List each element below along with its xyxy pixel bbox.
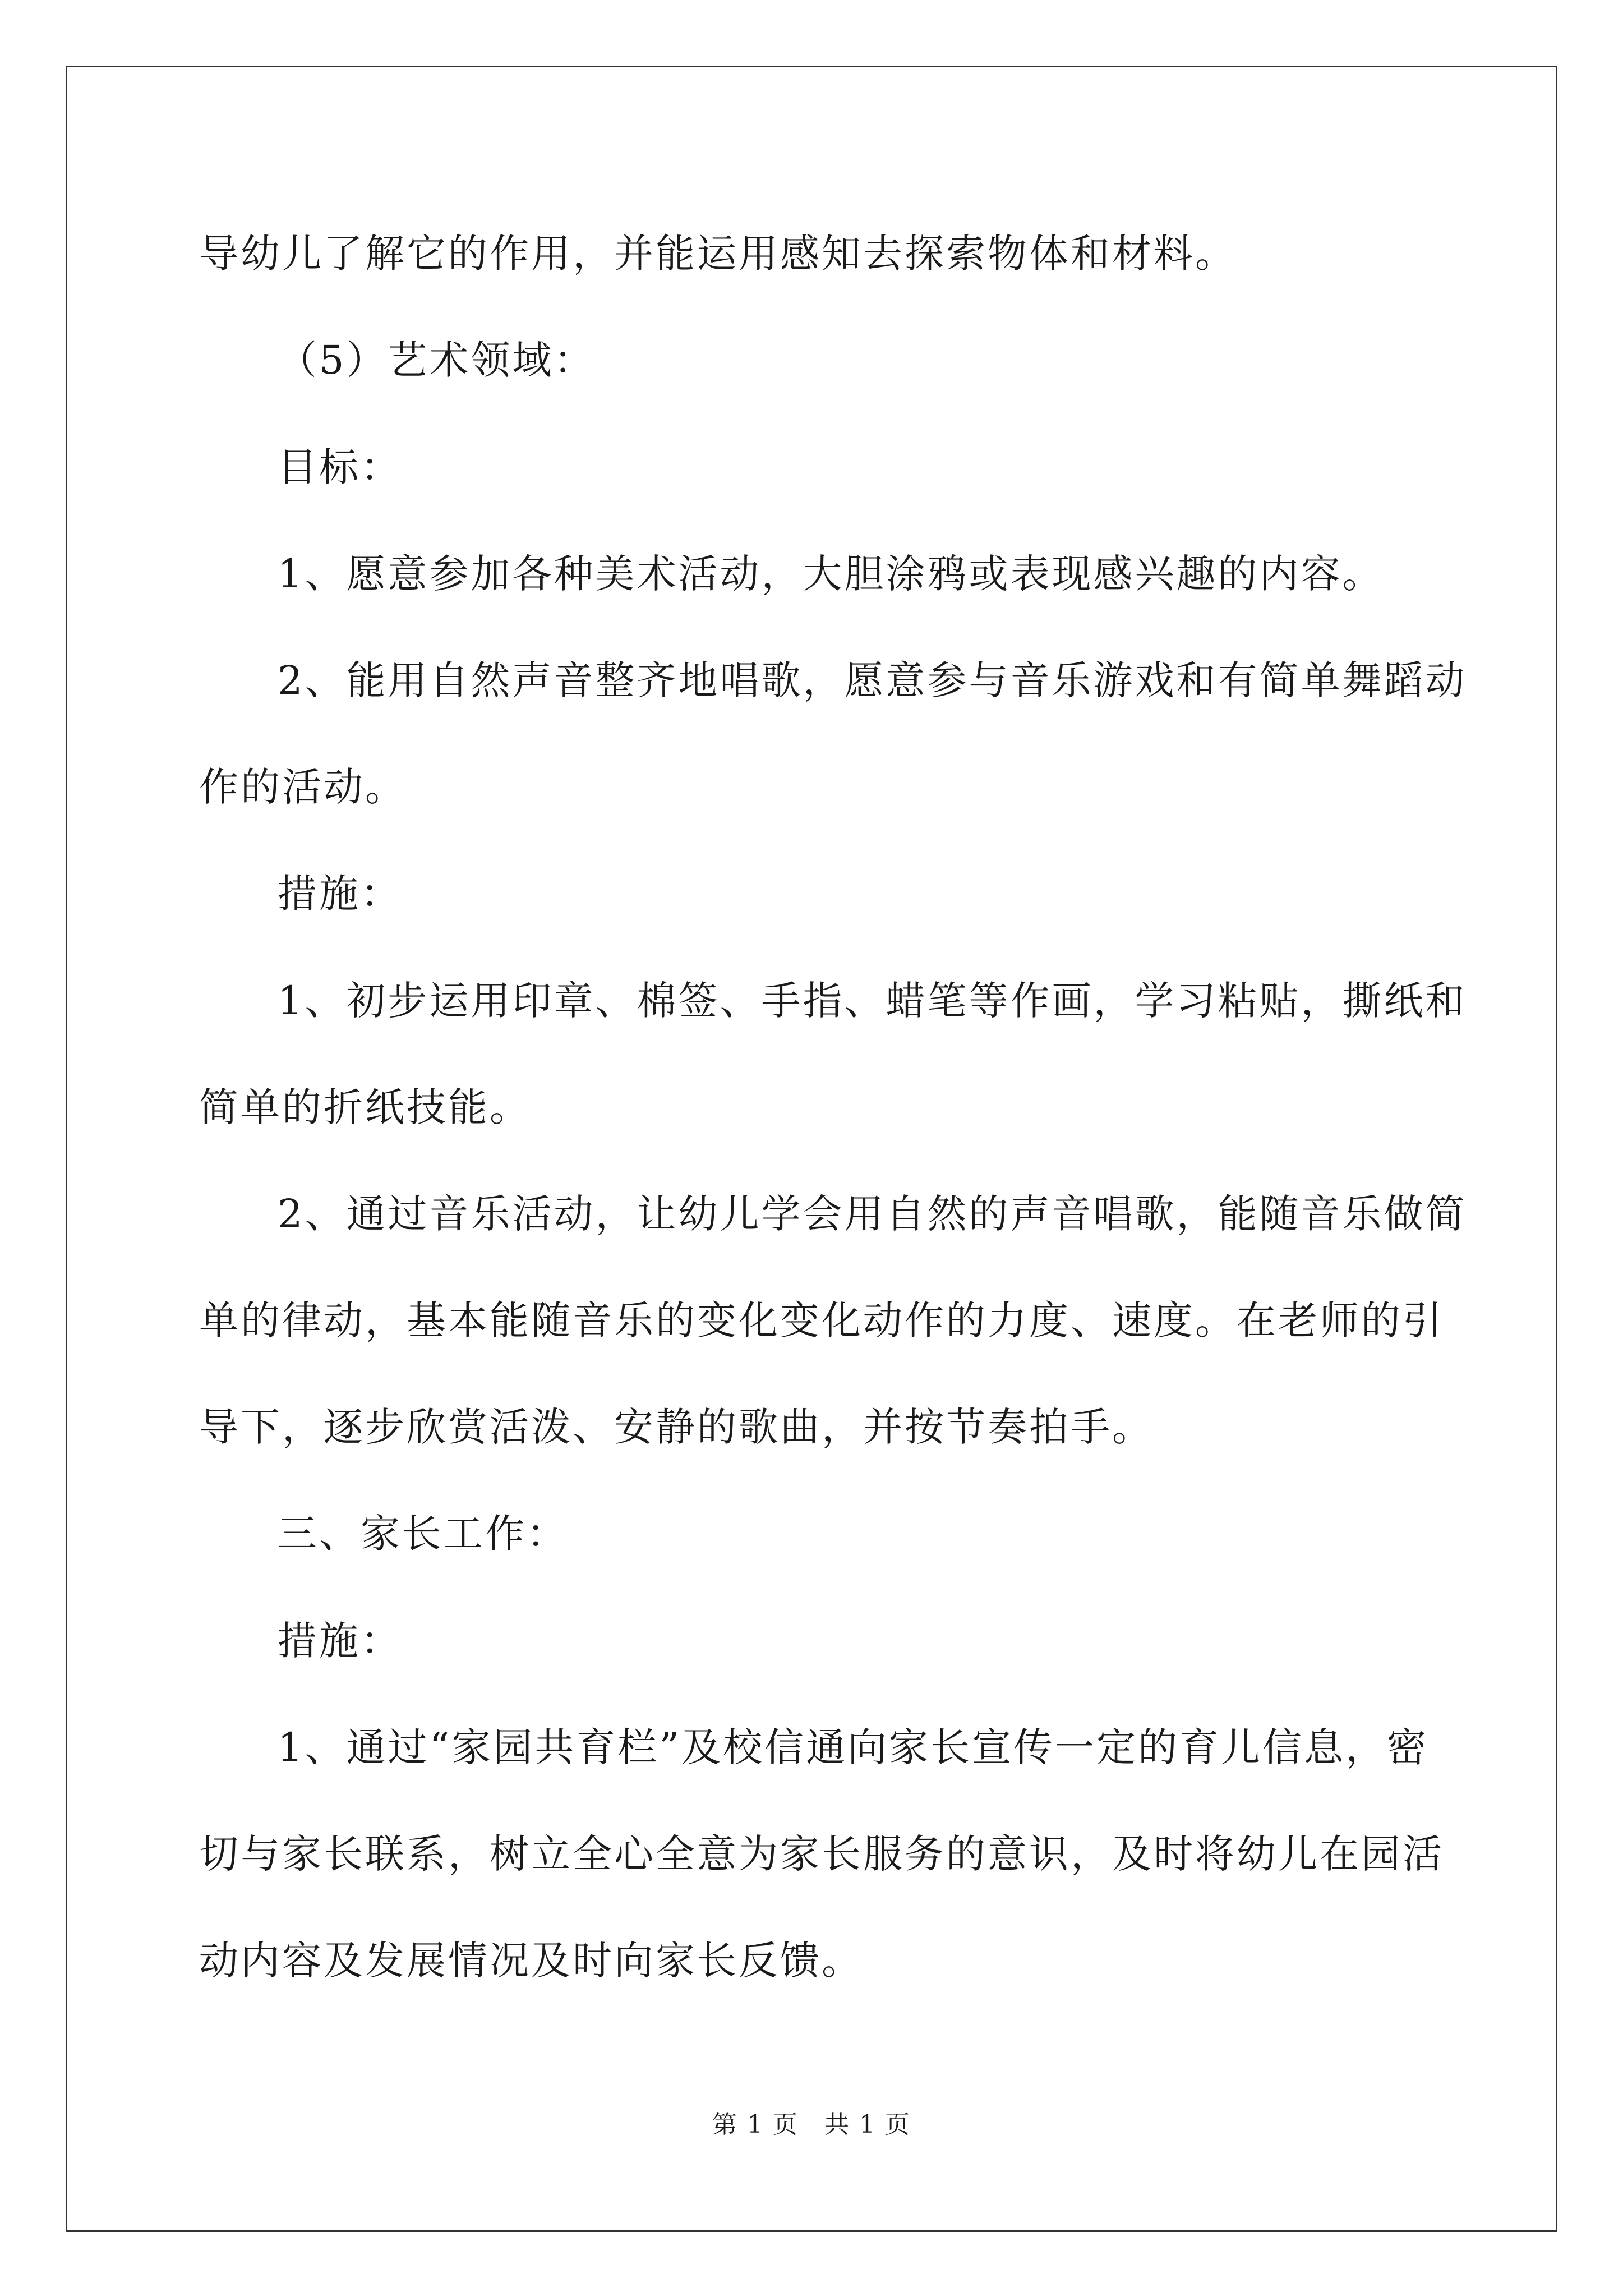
paragraph-line: 动内容及发展情况及时向家长反馈。 — [199, 1938, 863, 1984]
paragraph-line: 单的律动，基本能随音乐的变化变化动作的力度、速度。在老师的引 — [199, 1297, 1444, 1343]
subheading-measures: 措施： — [278, 871, 402, 917]
paragraph-line: 2、通过音乐活动，让幼儿学会用自然的声音唱歌，能随音乐做简 — [278, 1191, 1467, 1237]
paragraph-line: 导幼儿了解它的作用，并能运用感知去探索物体和材料。 — [199, 231, 1237, 277]
section-heading: 三、家长工作： — [278, 1511, 568, 1557]
subheading-measures: 措施： — [278, 1618, 402, 1664]
paragraph-line: 1、初步运用印章、棉签、手指、蜡笔等作画，学习粘贴，撕纸和 — [278, 978, 1467, 1024]
subheading-goals: 目标： — [278, 444, 402, 490]
section-heading: （5）艺术领域： — [278, 337, 596, 383]
paragraph-line: 1、愿意参加各种美术活动，大胆涂鸦或表现感兴趣的内容。 — [278, 551, 1384, 597]
page-footer: 第 1 页 共 1 页 — [712, 2110, 911, 2139]
paragraph-line: 2、能用自然声音整齐地唱歌，愿意参与音乐游戏和有简单舞蹈动 — [278, 657, 1467, 703]
paragraph-line: 切与家长联系，树立全心全意为家长服务的意识，及时将幼儿在园活 — [199, 1831, 1444, 1877]
paragraph-line: 作的活动。 — [199, 764, 407, 810]
paragraph-line: 导下，逐步欣赏活泼、安静的歌曲，并按节奏拍手。 — [199, 1404, 1154, 1450]
paragraph-line: 1、通过“家园共育栏”及校信通向家长宣传一定的育儿信息，密 — [278, 1724, 1429, 1770]
paragraph-line: 简单的折纸技能。 — [199, 1084, 531, 1130]
